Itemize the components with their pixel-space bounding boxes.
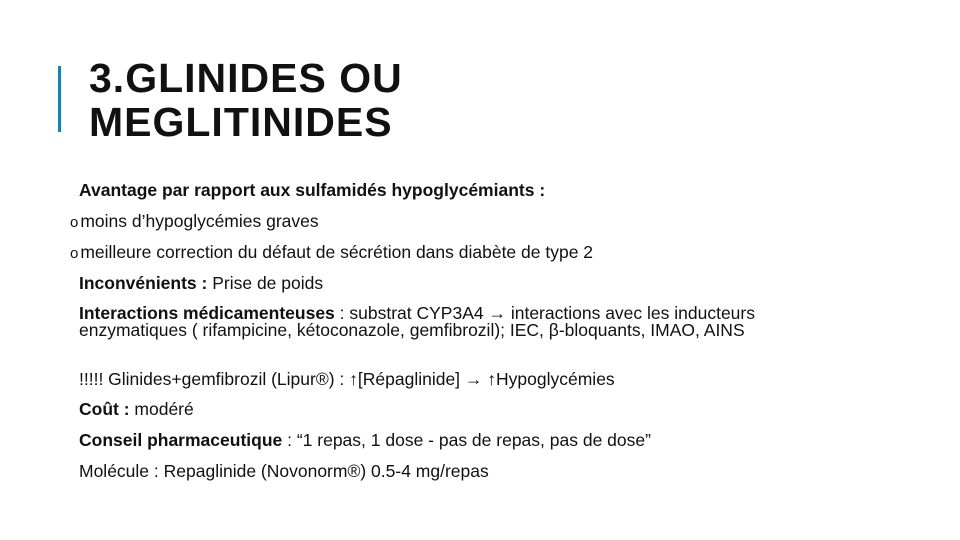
cout-label: Coût : (79, 399, 130, 419)
molecule-line (79, 462, 489, 480)
bullet-marker: o (70, 245, 79, 262)
warning-line: !!!!! Glinides+gemfibrozil (Lipur®) : ↑[Répaglinide] → ↑Hypoglycémies (79, 369, 615, 389)
interactions-paragraph (79, 305, 839, 339)
interactions-label: Interactions médicamenteuses (79, 303, 335, 323)
bullet-text: moins d’hypoglycémies graves (80, 211, 319, 231)
list-item (70, 212, 319, 232)
bullet-text: meilleure correction du défaut de sécrétion dans diabète de type 2 (80, 242, 594, 262)
slide-title (89, 56, 403, 144)
conseil-text: : “1 repas, 1 dose - pas de repas, pas de dose” (282, 430, 651, 450)
molecule-text: Molécule : Repaglinide (Novonorm®) (79, 461, 367, 481)
title-accent-bar (58, 66, 61, 132)
title-line-2: MEGLITINIDES (89, 99, 393, 145)
title-line-1: 3.GLINIDES OU (89, 55, 403, 101)
advantage-heading: Avantage par rapport aux sulfamidés hypoglycémiants : (79, 180, 546, 200)
inconvenients-text: Prise de poids (207, 273, 324, 293)
cout-text: modéré (129, 399, 194, 419)
cout-line (79, 400, 194, 418)
conseil-line (79, 431, 651, 449)
inconvenients-label: Inconvénients : (79, 273, 208, 293)
inconvenients-line (79, 274, 323, 292)
bullet-marker: o (70, 214, 79, 231)
list-item (70, 243, 593, 263)
conseil-label: Conseil pharmaceutique (79, 430, 283, 450)
molecule-dose: 0.5-4 mg/repas (366, 461, 489, 481)
interactions-text: : substrat CYP3A4 → interactions avec les inducteurs enzymatiques ( rifampicine, kétoconazole, gemfibrozil); IEC, β-bloquants, IMAO, AINS (79, 303, 755, 340)
